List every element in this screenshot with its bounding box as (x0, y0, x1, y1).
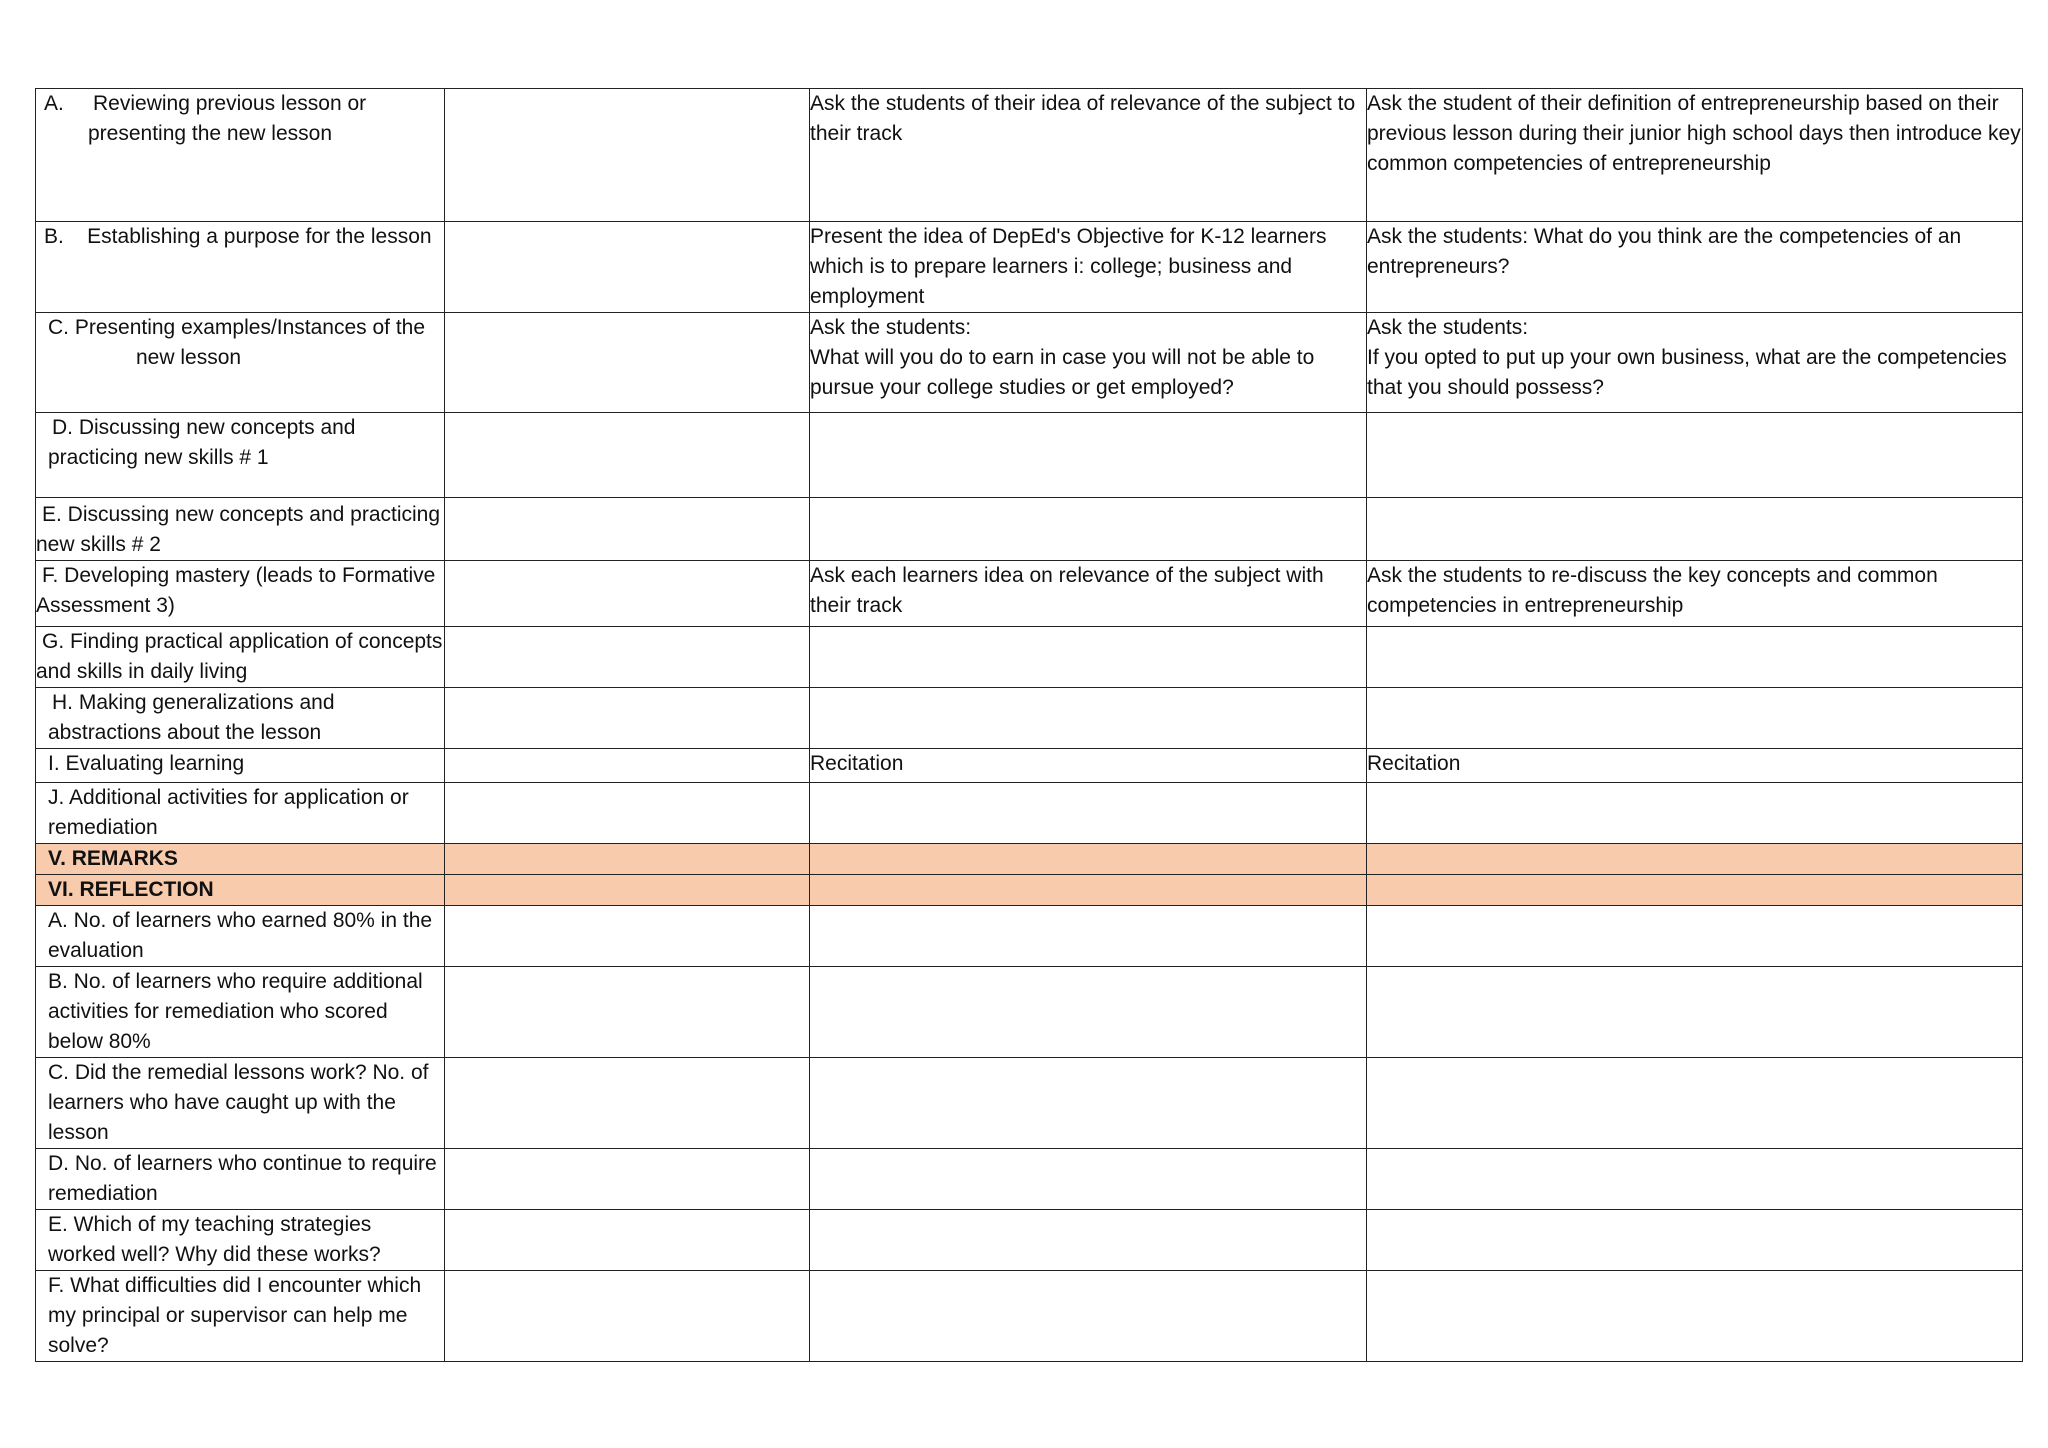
procedure-label: H. Making generalizations and abstractions about the lesson (48, 691, 335, 744)
procedure-label: A. Reviewing previous lesson or presenting the new lesson (44, 92, 367, 145)
table-row-reflection-f (36, 1271, 2023, 1362)
reflection-label: A. No. of learners who earned 80% in the evaluation (48, 909, 433, 962)
reflection-label-cell (36, 1271, 445, 1362)
table-row-reflection-b (36, 967, 2023, 1058)
section-heading: V. REMARKS (36, 844, 445, 875)
table-row-reflection-a (36, 906, 2023, 967)
blank-cell (810, 967, 1367, 1058)
reflection-label-cell (36, 1058, 445, 1149)
day1-activity-cell (810, 749, 1367, 783)
table-row-reflection-c (36, 1058, 2023, 1149)
day1-activity-cell (810, 498, 1367, 561)
day1-activity-cell (810, 627, 1367, 688)
blank-cell (445, 222, 810, 313)
blank-cell (1367, 906, 2023, 967)
reflection-label: F. What difficulties did I encounter which my principal or supervisor can help me solve? (48, 1274, 422, 1357)
section-row-remarks (36, 844, 2023, 875)
table-row-reflection-e (36, 1210, 2023, 1271)
procedure-label: E. Discussing new concepts and practicing new skills # 2 (36, 503, 441, 556)
day2-activity-text: Ask the students: If you opted to put up your own business, what are the competencies that you should possess? (1367, 316, 2007, 399)
blank-cell (1367, 1271, 2023, 1362)
procedure-label: G. Finding practical application of concepts and skills in daily living (36, 630, 443, 683)
table-row-procedure-i (36, 749, 2023, 783)
table-row-procedure-e (36, 498, 2023, 561)
day1-activity-text: Present the idea of DepEd's Objective for K-12 learners which is to prepare learners i: college; business and employment (810, 225, 1327, 308)
blank-cell (1367, 844, 2023, 875)
blank-cell (445, 844, 810, 875)
blank-cell (810, 906, 1367, 967)
reflection-label: D. No. of learners who continue to require remediation (48, 1152, 437, 1205)
reflection-label: B. No. of learners who require additional activities for remediation who scored below 80% (48, 970, 423, 1053)
day1-activity-cell (810, 783, 1367, 844)
blank-cell (1367, 875, 2023, 906)
blank-cell (445, 313, 810, 413)
blank-cell (445, 413, 810, 498)
day2-activity-cell (1367, 561, 2023, 627)
blank-cell (445, 1271, 810, 1362)
section-row-reflection (36, 875, 2023, 906)
procedure-label-cell (36, 89, 445, 222)
day1-activity-cell (810, 688, 1367, 749)
table-row-procedure-f (36, 561, 2023, 627)
day2-activity-text: Recitation (1367, 752, 1461, 775)
blank-cell (445, 1149, 810, 1210)
blank-cell (445, 688, 810, 749)
blank-cell (445, 783, 810, 844)
procedure-label-cell (36, 627, 445, 688)
procedure-label-cell (36, 313, 445, 413)
procedure-label: C. Presenting examples/Instances of the new lesson (48, 316, 426, 369)
blank-cell (445, 89, 810, 222)
day1-activity-text: Recitation (810, 752, 904, 775)
day2-activity-cell (1367, 498, 2023, 561)
blank-cell (810, 1149, 1367, 1210)
blank-cell (445, 749, 810, 783)
section-heading: VI. REFLECTION (36, 875, 445, 906)
procedure-label-cell (36, 688, 445, 749)
procedure-label-cell (36, 498, 445, 561)
blank-cell (445, 1210, 810, 1271)
day1-activity-text: Ask each learners idea on relevance of the subject with their track (810, 564, 1324, 617)
table-row-reflection-d (36, 1149, 2023, 1210)
blank-cell (1367, 1149, 2023, 1210)
day1-activity-cell (810, 89, 1367, 222)
day1-activity-cell (810, 561, 1367, 627)
table-row-procedure-j (36, 783, 2023, 844)
procedure-label-cell (36, 561, 445, 627)
blank-cell (445, 967, 810, 1058)
day1-activity-cell (810, 413, 1367, 498)
table-row-procedure-d (36, 413, 2023, 498)
table-row-procedure-b (36, 222, 2023, 313)
day1-activity-cell (810, 313, 1367, 413)
lesson-plan-table (35, 88, 2023, 1362)
procedure-label-cell (36, 783, 445, 844)
day1-activity-cell (810, 222, 1367, 313)
blank-cell (445, 561, 810, 627)
procedure-label-cell (36, 413, 445, 498)
procedure-label-cell (36, 749, 445, 783)
day1-activity-text: Ask the students: What will you do to earn in case you will not be able to pursue your college studies or get employed? (810, 316, 1315, 399)
reflection-label-cell (36, 967, 445, 1058)
reflection-label: C. Did the remedial lessons work? No. of learners who have caught up with the lesson (48, 1061, 429, 1144)
day2-activity-cell (1367, 222, 2023, 313)
day1-activity-text: Ask the students of their idea of relevance of the subject to their track (810, 92, 1356, 145)
reflection-label-cell (36, 1149, 445, 1210)
procedure-label: D. Discussing new concepts and practicing new skills # 1 (48, 416, 356, 469)
day2-activity-text: Ask the student of their definition of entrepreneurship based on their previous lesson during their junior high school days then introduce key common competencies of entrepreneurship (1367, 92, 2021, 175)
day2-activity-cell (1367, 783, 2023, 844)
day2-activity-cell (1367, 89, 2023, 222)
day2-activity-text: Ask the students: What do you think are the competencies of an entrepreneurs? (1367, 225, 1962, 278)
day2-activity-cell (1367, 688, 2023, 749)
table-row-procedure-h (36, 688, 2023, 749)
blank-cell (1367, 1210, 2023, 1271)
day2-activity-cell (1367, 313, 2023, 413)
procedure-label: F. Developing mastery (leads to Formative Assessment 3) (36, 564, 436, 617)
blank-cell (445, 498, 810, 561)
day2-activity-cell (1367, 749, 2023, 783)
blank-cell (445, 906, 810, 967)
blank-cell (445, 875, 810, 906)
blank-cell (810, 1271, 1367, 1362)
table-row-procedure-c (36, 313, 2023, 413)
blank-cell (445, 627, 810, 688)
blank-cell (810, 844, 1367, 875)
procedure-label: B. Establishing a purpose for the lesson (44, 225, 432, 248)
table-row-procedure-a (36, 89, 2023, 222)
procedure-label-cell (36, 222, 445, 313)
blank-cell (810, 875, 1367, 906)
procedure-label: J. Additional activities for application or remediation (48, 786, 409, 839)
day2-activity-cell (1367, 413, 2023, 498)
blank-cell (810, 1210, 1367, 1271)
blank-cell (445, 1058, 810, 1149)
blank-cell (1367, 1058, 2023, 1149)
blank-cell (810, 1058, 1367, 1149)
table-row-procedure-g (36, 627, 2023, 688)
reflection-label-cell (36, 906, 445, 967)
reflection-label-cell (36, 1210, 445, 1271)
procedure-label: I. Evaluating learning (48, 752, 245, 775)
day2-activity-cell (1367, 627, 2023, 688)
blank-cell (1367, 967, 2023, 1058)
reflection-label: E. Which of my teaching strategies worked well? Why did these works? (48, 1213, 381, 1266)
day2-activity-text: Ask the students to re-discuss the key concepts and common competencies in entrepreneurship (1367, 564, 1938, 617)
